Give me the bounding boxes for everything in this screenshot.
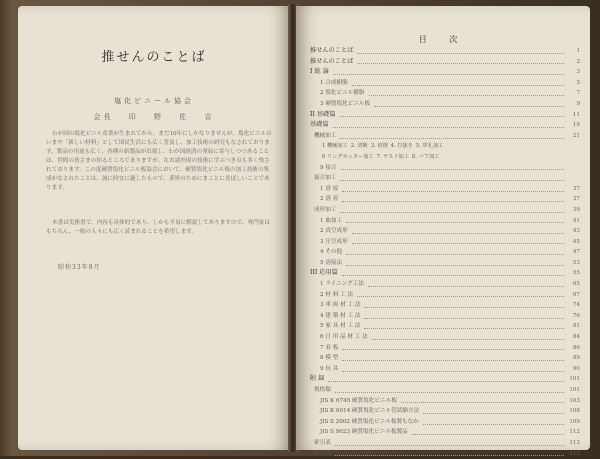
- toc-entry-label: 4 その他: [320, 249, 343, 256]
- toc-entry: [310, 110, 580, 121]
- toc-entry: [310, 427, 580, 438]
- toc-entry: [310, 78, 580, 89]
- toc-entry-page: 41: [572, 217, 580, 224]
- toc-entry-label: 機械加工: [314, 132, 337, 139]
- toc-entry: [310, 406, 580, 417]
- toc-leader-dots: [346, 254, 564, 255]
- toc-technique-item: 4. 打抜き: [390, 143, 413, 150]
- toc-leader-dots: [335, 392, 564, 393]
- paragraph-2: 本書は実務書で、内容も具体的であり、しかも平易に解説してありますので、専門家はもちろん、一般の人々にも広く読まれることを希望します。: [46, 220, 270, 235]
- toc-leader-dots: [342, 275, 564, 276]
- signature-line: 会長 印 野 佐 吉: [93, 113, 215, 121]
- toc-technique-item: 6 リングカッター加工: [322, 153, 374, 160]
- toc-entry: [310, 205, 580, 216]
- toc-entry: [310, 216, 580, 227]
- toc-entry-page: 37: [572, 196, 580, 203]
- toc-entry: [310, 449, 580, 459]
- toc-entry-page: 67: [572, 291, 580, 298]
- toc-technique-line: [310, 141, 580, 152]
- toc-leader-dots: [340, 212, 564, 213]
- toc-leader-dots: [352, 243, 564, 244]
- toc-entry-label: 9 玩 具: [320, 365, 339, 372]
- table-of-contents: [310, 46, 580, 459]
- toc-entry: [310, 163, 580, 174]
- toc-technique-item: 3. 切削: [370, 143, 388, 150]
- toc-entry: [310, 173, 580, 184]
- toc-leader-dots: [340, 180, 564, 181]
- toc-entry-label: 5 家 具 材 工 法: [320, 323, 361, 330]
- toc-entry-label: II 基礎篇: [310, 110, 336, 118]
- toc-entry-label: 附 録: [310, 375, 325, 383]
- toc-entry-page: 90: [572, 365, 580, 372]
- toc-leader-dots: [364, 307, 564, 308]
- toc-entry-page: 81: [572, 323, 580, 330]
- toc-entry-label: 4 建 築 材 工 法: [320, 312, 361, 319]
- toc-entry: [310, 332, 580, 343]
- toc-leader-dots: [357, 53, 564, 54]
- toc-leader-dots: [342, 371, 564, 372]
- toc-entry-label: 1 溶 接: [320, 185, 339, 192]
- right-page: [296, 6, 590, 457]
- toc-entry: [310, 385, 580, 396]
- toc-entry-label: JIS K 6014 硬質塩化ビニル管試験方法: [320, 408, 420, 415]
- toc-entry-page: 101: [569, 376, 580, 383]
- date-line: 昭和33年9月: [58, 264, 101, 271]
- toc-heading: 目 次: [418, 35, 468, 44]
- toc-technique-line: [310, 152, 580, 163]
- toc-leader-dots: [374, 106, 564, 107]
- toc-entry-page: 84: [572, 334, 580, 341]
- toc-entry-page: 74: [572, 302, 580, 309]
- toc-entry-label: 3 圧空成形: [320, 238, 348, 245]
- toc-entry: [310, 131, 580, 142]
- toc-entry-label: 推せんのことば: [310, 57, 354, 65]
- toc-entry: [310, 57, 580, 68]
- toc-leader-dots: [423, 424, 564, 425]
- toc-entry: [310, 99, 580, 110]
- toc-entry-page: 45: [572, 238, 580, 245]
- toc-leader-dots: [364, 328, 564, 329]
- toc-entry-page: 113: [569, 450, 580, 457]
- toc-leader-dots: [342, 360, 564, 361]
- page-title: 推せんのことば: [101, 50, 207, 65]
- toc-leader-dots: [342, 191, 564, 192]
- toc-entry-page: 39: [572, 206, 580, 213]
- toc-entry-page: 55: [572, 270, 580, 277]
- toc-entry-page: 53: [572, 259, 580, 266]
- toc-entry-label: 3 車 両 材 工 法: [320, 302, 361, 309]
- toc-leader-dots: [372, 339, 564, 340]
- toc-leader-dots: [357, 63, 564, 64]
- toc-entry-label: I 総 論: [310, 68, 329, 76]
- toc-entry-label: JIS K 6745 硬質塩化ビニル板: [320, 397, 397, 404]
- toc-entry-label: 2 真空成形: [320, 228, 348, 235]
- toc-leader-dots: [333, 74, 564, 75]
- toc-leader-dots: [412, 434, 564, 435]
- toc-entry-page: 5: [576, 79, 580, 86]
- toc-leader-dots: [342, 201, 564, 202]
- toc-technique-item: 8. バフ加工: [411, 153, 440, 160]
- toc-entry: [310, 88, 580, 99]
- toc-entry: [310, 46, 580, 57]
- toc-entry-label: 8 模 型: [320, 355, 339, 362]
- toc-entry-label: 3 硬質塩化ビニル板: [320, 100, 371, 107]
- toc-leader-dots: [342, 349, 564, 350]
- toc-entry-page: 112: [569, 429, 580, 436]
- toc-entry: [310, 417, 580, 428]
- toc-entry-label: 基礎篇: [310, 121, 329, 129]
- toc-entry-label: 9 接合: [320, 164, 337, 171]
- toc-entry-label: 2 溶 着: [320, 196, 339, 203]
- toc-entry: [310, 184, 580, 195]
- toc-entry-page: 103: [569, 397, 580, 404]
- toc-entry-label: III 応用篇: [310, 269, 338, 277]
- toc-leader-dots: [339, 116, 564, 117]
- toc-entry-label: 1 合成樹脂: [320, 79, 348, 86]
- toc-leader-dots: [333, 127, 564, 128]
- toc-entry-page: 3: [576, 69, 580, 76]
- toc-entry-label: JIS S 2002 硬質塩化ビニル板製もなか: [320, 418, 419, 425]
- toc-leader-dots: [328, 381, 564, 382]
- toc-entry-page: 7: [576, 90, 580, 97]
- toc-technique-item: 7. ヤスリ加工: [376, 153, 409, 160]
- left-page: [18, 6, 290, 450]
- toc-leader-dots: [352, 85, 564, 86]
- toc-entry: [310, 120, 580, 131]
- toc-leader-dots: [368, 286, 564, 287]
- toc-entry-page: 108: [569, 408, 580, 415]
- toc-entry: [310, 364, 580, 375]
- toc-entry: [310, 67, 580, 78]
- toc-entry-label: 7 看 板: [320, 344, 339, 351]
- toc-entry-label: 2 材 料 工 法: [320, 291, 354, 298]
- toc-entry: [310, 194, 580, 205]
- toc-leader-dots: [352, 233, 564, 234]
- toc-leader-dots: [346, 265, 564, 266]
- toc-technique-item: 2. 切断: [350, 143, 368, 150]
- toc-leader-dots: [340, 138, 564, 139]
- toc-entry: [310, 279, 580, 290]
- toc-entry-page: 2: [576, 58, 580, 65]
- toc-entry: [310, 321, 580, 332]
- toc-leader-dots: [357, 296, 564, 297]
- toc-entry-page: 47: [572, 249, 580, 256]
- toc-entry: [310, 300, 580, 311]
- toc-entry-page: 1: [576, 48, 580, 54]
- toc-entry: [310, 438, 580, 449]
- toc-entry-page: 109: [569, 418, 580, 425]
- toc-entry: [310, 343, 580, 354]
- toc-entry: [310, 247, 580, 258]
- toc-entry-label: 成形加工: [314, 206, 337, 213]
- toc-leader-dots: [341, 169, 564, 170]
- toc-entry-label: 接合加工: [314, 175, 337, 182]
- paragraph-1: わが国の塩化ビニル産業が生まれてから、まだ10年にしかなりませんが、塩化ビニルはいまや「新しい材料」として国民生活にも広く普及し、加工技術の研究もなされております。製品の用途も広く、各種の新製品が出現し、わが国経済の発展に寄与しつつあることは、世間の皆さまの知るところでありますが、なお諸外国の技術に学ぶべき点も多く残されております。この度硬質塩化ビニル板協会において、硬質塩化ビニル板の加工技術の集成がなされたことは、誠に時宜に適したもので、業界のためにまことに喜ばしいことであります。: [46, 131, 272, 191]
- toc-entry-page: 65: [572, 281, 580, 288]
- toc-entry-label: 5 溶接法: [320, 259, 343, 266]
- toc-entry-page: 21: [572, 132, 580, 139]
- toc-leader-dots: [346, 222, 564, 223]
- toc-entry-label: 2 塩化ビニル樹脂: [320, 90, 365, 97]
- toc-entry-page: 113: [569, 439, 580, 446]
- toc-entry-page: 37: [572, 185, 580, 192]
- toc-leader-dots: [364, 318, 564, 319]
- toc-entry-label: 参考書: [314, 450, 331, 457]
- toc-entry-label: JIS S 9023 硬質塩化ビニル板製品: [320, 429, 408, 436]
- toc-entry-page: 76: [572, 312, 580, 319]
- toc-entry-label: 1 曲加工: [320, 217, 343, 224]
- toc-entry: [310, 290, 580, 301]
- toc-entry-page: 86: [572, 344, 580, 351]
- toc-entry-page: 101: [569, 387, 580, 393]
- toc-technique-item: 5. 穿孔加工: [415, 143, 444, 150]
- toc-leader-dots: [369, 95, 565, 96]
- toc-leader-dots: [423, 413, 564, 414]
- toc-entry: [310, 258, 580, 269]
- toc-leader-dots: [335, 445, 564, 446]
- toc-entry-label: 6 日 用 品 材 工 法: [320, 334, 368, 341]
- toc-entry: [310, 237, 580, 248]
- toc-entry: [310, 268, 580, 279]
- toc-leader-dots: [401, 402, 564, 403]
- toc-entry-page: 19: [572, 122, 580, 129]
- toc-entry-label: 1 ライニング工法: [320, 281, 364, 288]
- toc-entry: [310, 311, 580, 322]
- toc-entry-label: 索引表: [314, 439, 331, 446]
- toc-entry: [310, 353, 580, 364]
- toc-entry-page: 43: [572, 228, 580, 235]
- toc-entry-label: 規格類: [314, 387, 331, 393]
- organization-name: 塩化ビニール協会: [114, 97, 194, 105]
- toc-technique-item: 1 機械加工: [322, 143, 348, 150]
- toc-entry-label: 推せんのことば: [310, 47, 354, 54]
- toc-entry: [310, 396, 580, 407]
- toc-entry: [310, 226, 580, 237]
- toc-entry: [310, 374, 580, 385]
- toc-entry-page: 9: [576, 100, 580, 107]
- toc-entry-page: 89: [572, 355, 580, 362]
- toc-entry-page: 11: [572, 111, 580, 118]
